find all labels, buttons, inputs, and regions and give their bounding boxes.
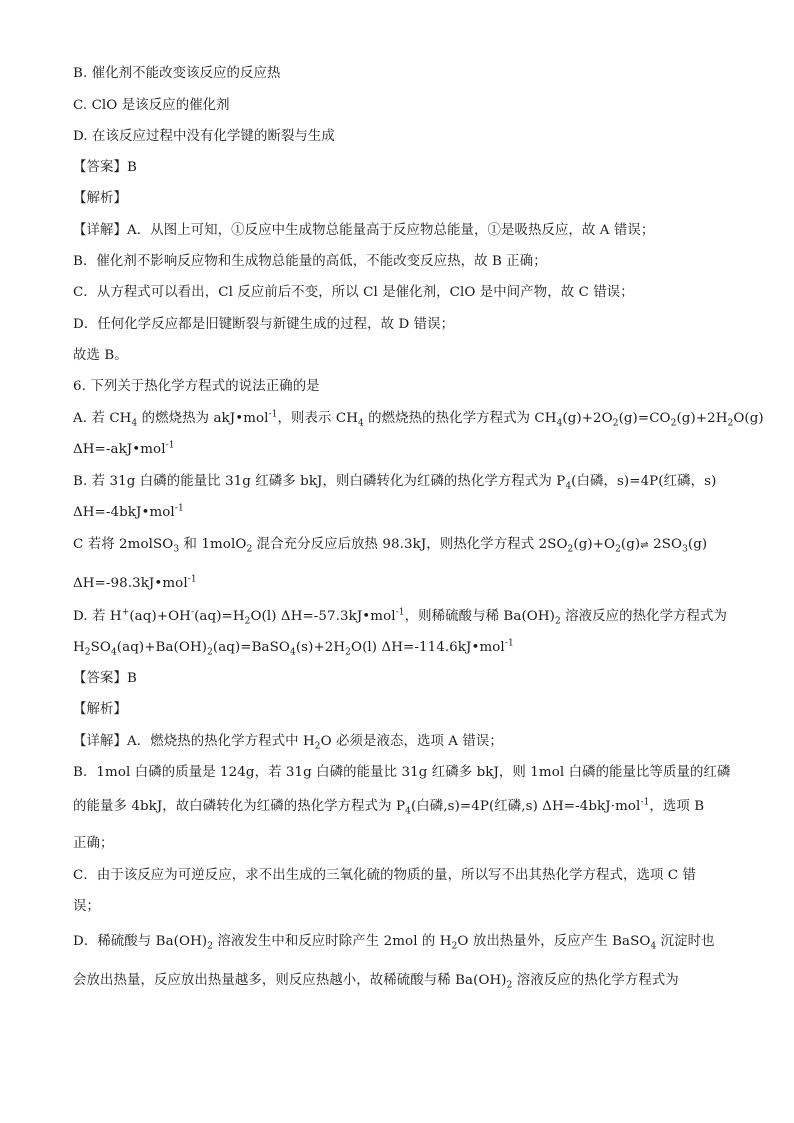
q6-option-c: C 若将 2molSO$_3$ 和 1molO$_2$ 混合充分反应后放热 98.3kJ，则热化学方程式 $2SO_2(g)+O_2(g)\rightleftharpoons$ $2SO_3(g)$ [73,537,708,555]
reversible-arrow-icon: ⇌ [640,540,649,551]
answer-label: 【答案】 [73,160,127,175]
q6-option-b: B. 若 31g 白磷的能量比 31g 红磷多 bkJ，则白磷转化为红磷的热化学方程式为 $P_4$(白磷，s)=4P(红磷，s) [73,474,717,492]
answer-value-2: B [126,671,137,686]
q6-option-d: D. 若 $H^+(aq)+OH^-(aq)=H_2O(l)$ ΔH=-57.3kJ•mol$^{-1}$，则稀硫酸与稀 $Ba(OH)_2$ 溶液反应的热化学方程式为 [73,607,728,627]
answer-line-2 [73,669,734,689]
q6-option-d-equation: $H_2SO_4(aq)+Ba(OH)_2(aq)=BaSO_4(s)+2H_2O(l)$ ΔH=-114.6kJ•mol$^{-1}$ [73,638,514,658]
q6-option-a-dh: ΔH=-akJ•mol$^{-1}$ [73,440,175,457]
explanation2-b-line2: 的能量多 4bkJ，故白磷转化为红磷的热化学方程式为 $P_4$(白磷,s)=4P(红磷,s) ΔH=-4bkJ·mol$^{-1}$，选项 B [73,797,705,817]
explanation-c: C．从方程式可以看出，Cl 反应前后不变，所以 Cl 是催化剂，ClO 是中间产物，故 C 错误； [73,285,634,300]
explanation2-d-line2: 会放出热量，反应放出热量越多，则反应热越小，故稀硫酸与稀 $Ba(OH)_2$ 溶液反应的热化学方程式为 [73,973,679,991]
conclusion: 故选 B。 [73,348,128,363]
analysis-label: 【解析】 [73,191,127,206]
explanation2-c-line1: C．由于该反应为可逆反应，求不出生成的三氧化硫的物质的量，所以写不出其热化学方程式，选项 C 错 [73,868,696,883]
q6-option-c-dh: ΔH=-98.3kJ•mol$^{-1}$ [73,574,197,591]
explanation2-c-line2: 误； [73,899,100,914]
q6-option-a: A. 若 $CH_4$ 的燃烧热为 akJ•mol$^{-1}$，则表示 $CH_4$ 的燃烧热的热化学方程式为 $CH_4(g)+2O_2(g)=CO_2(g)+2H_2O(g)$ [73,409,764,429]
analysis-label-2: 【解析】 [73,702,127,717]
answer-line [73,158,734,178]
explanation2-b-line1: B．1mol 白磷的质量是 124g，若 31g 白磷的能量比 31g 红磷多 bkJ，则 1mol 白磷的能量比等质量的红磷 [73,765,731,780]
explanation-b: B．催化剂不影响反应物和生成物总能量的高低，不能改变反应热，故 B 正确； [73,254,547,269]
explanation-a: 【详解】A．从图上可知，①反应中生成物总能量高于反应物总能量，①是吸热反应，故 A 错误； [73,223,655,238]
option-c-text: C. ClO 是该反应的催化剂 [73,98,230,113]
question-6-stem: 6. 下列关于热化学方程式的说法正确的是 [73,379,320,394]
option-b-text: B. 催化剂不能改变该反应的反应热 [73,66,281,81]
option-d-text: D. 在该反应过程中没有化学键的断裂与生成 [73,129,335,144]
answer-label-2: 【答案】 [73,671,127,686]
explanation-d: D．任何化学反应都是旧键断裂与新键生成的过程，故 D 错误； [73,317,455,332]
explanation2-d-line1: D．稀硫酸与 $Ba(OH)_2$ 溶液发生中和反应时除产生 2mol 的 $H_2O$ 放出热量外，反应产生 BaSO$_4$ 沉淀时也 [73,934,715,952]
explanation2-b-line3: 正确； [73,836,114,851]
answer-value: B [126,160,137,175]
q6-option-b-dh: ΔH=-4bkJ•mol$^{-1}$ [73,503,184,520]
explanation2-a: 【详解】A．燃烧热的热化学方程式中 $H_2O$ 必须是液态，选项 A 错误； [73,734,503,752]
